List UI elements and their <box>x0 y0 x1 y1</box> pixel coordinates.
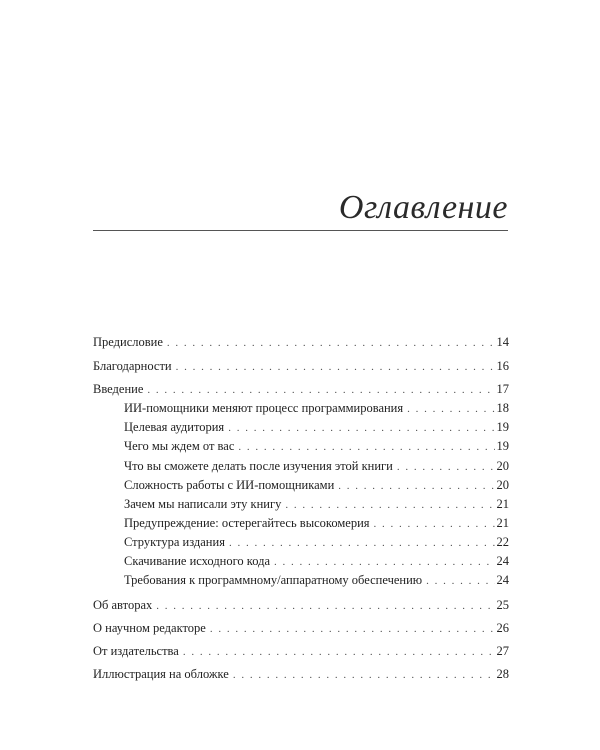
toc-entry-page: 28 <box>496 667 509 681</box>
toc-entry-page: 24 <box>496 554 509 568</box>
toc-entry-page: 18 <box>496 401 509 415</box>
toc-entry-title: Требования к программному/аппаратному обеспечению <box>124 573 423 587</box>
toc-subentry-why-we-wrote[interactable] <box>124 496 509 513</box>
toc-entry-title: Сложность работы с ИИ-помощниками <box>124 478 335 492</box>
toc-entry-title: Целевая аудитория <box>124 420 225 434</box>
toc-entry-introduction[interactable] <box>93 381 509 398</box>
toc-entry-title: О научном редакторе <box>93 621 206 635</box>
toc-entry-title: Что вы сможете делать после изучения этой книги <box>124 459 393 473</box>
toc-entry-acknowledgements[interactable] <box>93 358 509 375</box>
dot-leader <box>167 335 495 351</box>
toc-subentry-source-code[interactable] <box>124 553 509 570</box>
toc-subentry-requirements[interactable] <box>124 572 509 589</box>
toc-subentry-warning[interactable] <box>124 515 509 532</box>
toc-entry-page: 20 <box>496 478 509 492</box>
dot-leader <box>426 573 494 589</box>
toc-entry-page: 16 <box>496 359 509 373</box>
toc-entry-scientific-editor[interactable] <box>93 620 509 637</box>
toc-entry-page: 24 <box>496 573 509 587</box>
toc-entry-preface[interactable] <box>93 334 509 351</box>
toc-entry-title: ИИ-помощники меняют процесс программирования <box>124 401 404 415</box>
dot-leader <box>147 382 494 398</box>
dot-leader <box>374 516 495 532</box>
toc-entry-page: 21 <box>496 497 509 511</box>
dot-leader <box>183 644 495 660</box>
toc-entry-page: 20 <box>496 459 509 473</box>
toc-entry-title: Скачивание исходного кода <box>124 554 271 568</box>
dot-leader <box>229 535 495 551</box>
toc-entry-cover-illustration[interactable] <box>93 666 509 683</box>
toc-entry-title: Благодарности <box>93 359 172 373</box>
toc-entry-page: 27 <box>496 644 509 658</box>
toc-subentry-what-you-can-do[interactable] <box>124 458 509 475</box>
toc-entry-page: 22 <box>496 535 509 549</box>
dot-leader <box>407 401 494 417</box>
dot-leader <box>338 478 494 494</box>
toc-entry-title: От издательства <box>93 644 179 658</box>
toc-entry-title: Иллюстрация на обложке <box>93 667 229 681</box>
toc-entry-page: 25 <box>496 598 509 612</box>
dot-leader <box>238 439 494 455</box>
toc-entry-title: Предисловие <box>93 335 163 349</box>
dot-leader <box>210 621 495 637</box>
toc-subentry-structure[interactable] <box>124 534 509 551</box>
toc-subentry-complexity[interactable] <box>124 477 509 494</box>
dot-leader <box>397 459 495 475</box>
toc-entry-page: 17 <box>496 382 509 396</box>
dot-leader <box>285 497 494 513</box>
toc-entry-page: 19 <box>496 439 509 453</box>
toc-subentry-target-audience[interactable] <box>124 419 509 436</box>
toc-entry-title: Об авторах <box>93 598 153 612</box>
dot-leader <box>233 667 495 683</box>
page-title: Оглавление <box>338 189 508 226</box>
toc-entry-page: 14 <box>496 335 509 349</box>
toc-entry-about-authors[interactable] <box>93 597 509 614</box>
dot-leader <box>274 554 494 570</box>
dot-leader <box>156 598 494 614</box>
toc-entry-page: 26 <box>496 621 509 635</box>
toc-entry-title: Структура издания <box>124 535 225 549</box>
toc-entry-publisher[interactable] <box>93 643 509 660</box>
toc-entry-page: 21 <box>496 516 509 530</box>
toc-entry-title: Чего мы ждем от вас <box>124 439 235 453</box>
dot-leader <box>176 359 495 375</box>
toc-subentry-expectations[interactable] <box>124 438 509 455</box>
toc-entry-page: 19 <box>496 420 509 434</box>
toc-entry-title: Предупреждение: остерегайтесь высокомерия <box>124 516 370 530</box>
toc-entry-title: Зачем мы написали эту книгу <box>124 497 282 511</box>
toc-list <box>93 0 509 750</box>
toc-entry-title: Введение <box>93 382 144 396</box>
dot-leader <box>228 420 494 436</box>
toc-subentry-ai-assistants[interactable] <box>124 400 509 417</box>
